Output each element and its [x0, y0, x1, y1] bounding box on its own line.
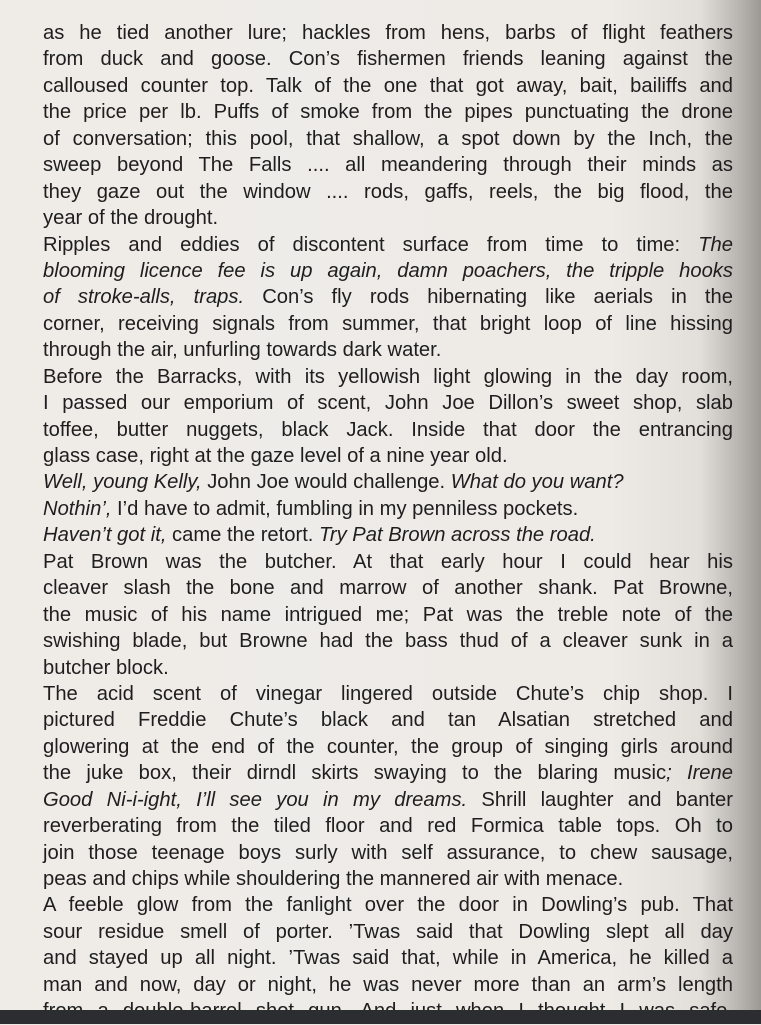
- text-run: Before the Barracks, with its yellowish light glowing in the day room,: [43, 365, 733, 388]
- text-run: the price per lb. Puffs of smoke from the pipes punctuating the drone: [43, 101, 733, 124]
- text-run: peas and chips while shouldering the mannered air with menace.: [43, 868, 624, 890]
- text-line: [43, 46, 733, 72]
- text-run: Shrill laughter and banter: [467, 788, 733, 811]
- text-run: glass case, right at the gaze level of a nine year old.: [43, 445, 508, 467]
- text-line: [43, 390, 733, 416]
- italic-run: Nothin’,: [43, 497, 112, 520]
- text-run: reverberating from the tiled floor and red Formica table tops. Oh to: [43, 815, 733, 838]
- text-line: [43, 126, 733, 152]
- bottom-edge-bar: [0, 1010, 761, 1024]
- text-run: I passed our emporium of scent, John Joe Dillon’s sweet shop, slab: [43, 392, 733, 415]
- text-run: I’d have to admit, fumbling in my penniless pockets.: [111, 497, 579, 520]
- italic-run: Good Ni-i-ight, I’ll see you in my dreams.: [43, 788, 468, 811]
- text-run: corner, receiving signals from summer, that bright loop of line hissing: [43, 312, 733, 335]
- text-run: of conversation; this pool, that shallow, a spot down by the Inch, the: [43, 127, 733, 150]
- text-line: [43, 284, 733, 310]
- italic-run: Try Pat Brown across the road.: [319, 524, 596, 547]
- text-run: came the retort.: [166, 524, 320, 547]
- text-run: Pat Brown was the butcher. At that early hour I could hear his: [43, 550, 733, 573]
- text-line: [43, 866, 733, 892]
- italic-run: ; Irene: [666, 762, 733, 785]
- italic-run: What do you want?: [450, 471, 624, 494]
- text-line: [43, 311, 733, 337]
- text-line: [43, 152, 733, 178]
- text-line: [43, 469, 733, 495]
- text-line: [43, 417, 733, 443]
- italic-run: The: [698, 233, 733, 256]
- text-line: [43, 522, 733, 548]
- italic-run: Haven’t got it,: [43, 524, 167, 547]
- text-run: they gaze out the window .... rods, gaffs, reels, the big flood, the: [43, 180, 733, 203]
- text-line: [43, 443, 733, 469]
- text-line: [43, 549, 733, 575]
- text-line: [43, 602, 733, 628]
- text-line: [43, 945, 733, 971]
- text-run: glowering at the end of the counter, the group of singing girls around: [43, 735, 733, 758]
- text-run: year of the drought.: [43, 207, 219, 230]
- text-line: [43, 99, 733, 125]
- text-run: join those teenage boys surly with self assurance, to chew sausage,: [43, 841, 733, 864]
- text-line: [43, 734, 733, 760]
- text-line: [43, 972, 733, 998]
- text-line: [43, 232, 733, 258]
- text-run: Ripples and eddies of discontent surface from time to time:: [43, 233, 699, 256]
- text-run: toffee, butter nuggets, black Jack. Inside that door the entrancing: [43, 418, 733, 441]
- text-line: [43, 787, 733, 813]
- text-line: [43, 364, 733, 390]
- text-run: as he tied another lure; hackles from hens, barbs of flight feathers: [43, 22, 733, 44]
- text-run: John Joe would challenge.: [201, 471, 451, 494]
- text-run: the juke box, their dirndl skirts swaying to the blaring music: [43, 762, 667, 785]
- italic-run: of stroke-alls, traps.: [43, 286, 245, 309]
- text-line: [43, 707, 733, 733]
- text-line: [43, 655, 733, 681]
- text-line: [43, 496, 733, 522]
- text-run: swishing blade, but Browne had the bass thud of a cleaver sunk in a: [43, 630, 733, 653]
- text-run: and stayed up all night. ’Twas said that, while in America, he killed a: [43, 947, 733, 970]
- text-line: [43, 892, 733, 918]
- text-run: butcher block.: [43, 656, 169, 679]
- text-line: [43, 919, 733, 945]
- italic-run: Well, young Kelly,: [43, 471, 202, 494]
- text-run: The acid scent of vinegar lingered outside Chute’s chip shop. I: [43, 682, 733, 705]
- text-line: [43, 575, 733, 601]
- page-text: [43, 20, 733, 1025]
- text-line: [43, 20, 733, 46]
- text-run: man and now, day or night, he was never more than an arm’s length: [43, 973, 733, 996]
- text-run: Con’s fly rods hibernating like aerials in the: [244, 286, 733, 309]
- text-run: A feeble glow from the fanlight over the door in Dowling’s pub. That: [43, 894, 733, 917]
- text-line: [43, 73, 733, 99]
- text-run: sour residue smell of porter. ’Twas said that Dowling slept all day: [43, 920, 733, 943]
- text-line: [43, 337, 733, 363]
- text-run: calloused counter top. Talk of the one that got away, bait, bailiffs and: [43, 74, 733, 97]
- text-line: [43, 628, 733, 654]
- text-run: pictured Freddie Chute’s black and tan Alsatian stretched and: [43, 709, 733, 732]
- text-line: [43, 760, 733, 786]
- text-line: [43, 813, 733, 839]
- text-line: [43, 205, 733, 231]
- text-line: [43, 840, 733, 866]
- italic-run: blooming licence fee is up again, damn poachers, the tripple hooks: [43, 259, 733, 282]
- text-line: [43, 179, 733, 205]
- text-run: the music of his name intrigued me; Pat was the treble note of the: [43, 603, 733, 626]
- text-run: cleaver slash the bone and marrow of another shank. Pat Browne,: [43, 577, 733, 600]
- text-line: [43, 681, 733, 707]
- text-run: from duck and goose. Con’s fishermen friends leaning against the: [43, 48, 733, 71]
- text-line: [43, 258, 733, 284]
- text-run: sweep beyond The Falls .... all meandering through their minds as: [43, 154, 733, 177]
- text-run: through the air, unfurling towards dark water.: [43, 339, 442, 362]
